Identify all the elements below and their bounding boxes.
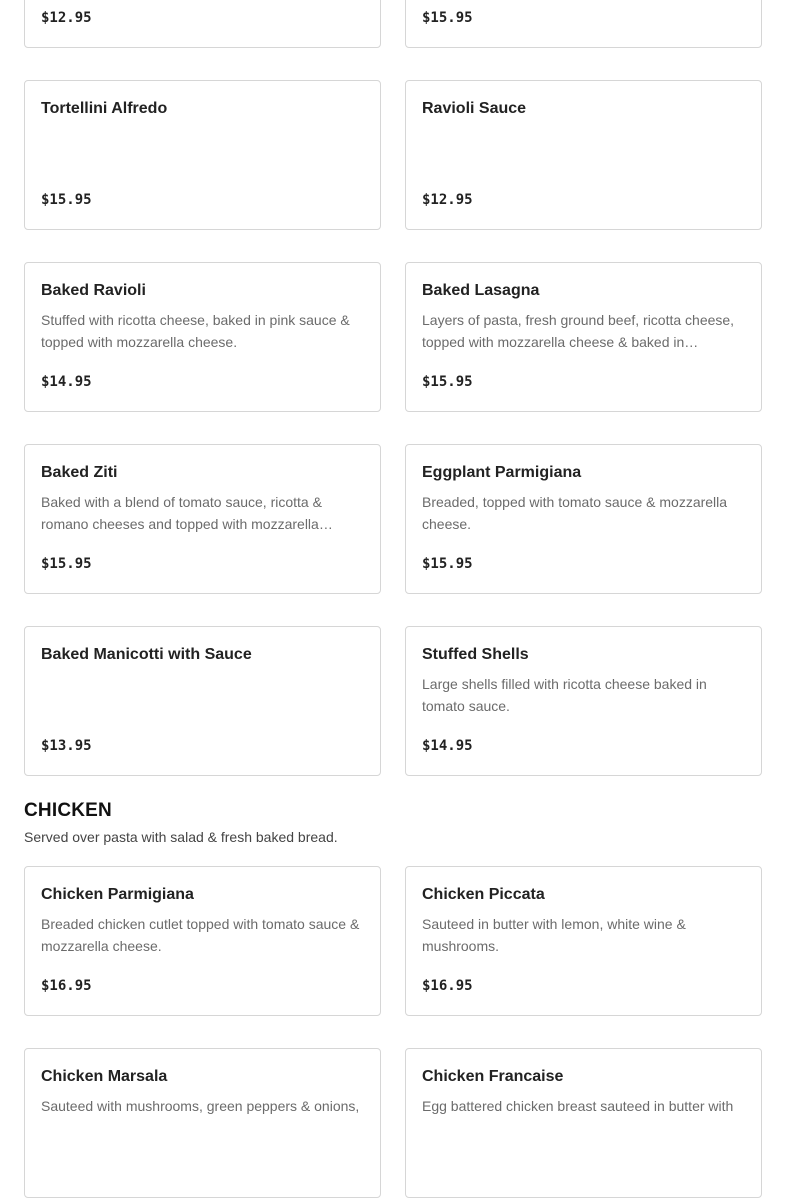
item-price: $15.95 [41, 556, 92, 572]
item-price: $15.95 [41, 192, 92, 208]
item-price: $15.95 [422, 374, 473, 390]
item-name: Chicken Parmigiana [41, 886, 194, 903]
section-title: CHICKEN [24, 800, 112, 821]
menu-item-card[interactable] [24, 1048, 381, 1198]
menu-item-card[interactable] [24, 262, 381, 412]
item-name: Eggplant Parmigiana [422, 464, 582, 481]
item-price: $15.95 [422, 556, 473, 572]
menu-item-card[interactable] [24, 80, 381, 230]
menu-item-card[interactable] [405, 444, 762, 594]
item-name: Ravioli Sauce [422, 100, 527, 117]
item-description: Stuffed with ricotta cheese, baked in pink sauce & topped with mozzarella cheese. [41, 312, 350, 350]
item-description: Sauteed with mushrooms, green peppers & onions, [41, 1098, 360, 1114]
menu-item-card[interactable] [24, 626, 381, 776]
item-price: $16.95 [41, 978, 92, 994]
item-name: Baked Ravioli [41, 282, 146, 299]
item-name: Baked Lasagna [422, 282, 540, 299]
menu-item-card[interactable] [24, 0, 381, 48]
item-name: Chicken Francaise [422, 1068, 564, 1085]
menu-item-card[interactable] [405, 262, 762, 412]
item-price: $12.95 [422, 192, 473, 208]
item-description: Egg battered chicken breast sauteed in butter with [422, 1098, 734, 1114]
item-price: $14.95 [41, 374, 92, 390]
menu-item-card[interactable] [24, 866, 381, 1016]
menu-item-card[interactable] [405, 80, 762, 230]
item-name: Tortellini Alfredo [41, 100, 168, 117]
item-description: Baked with a blend of tomato sauce, ricotta & romano cheeses and topped with mozzarella… [41, 494, 333, 532]
item-description: Sauteed in butter with lemon, white wine & mushrooms. [422, 916, 686, 954]
item-name: Stuffed Shells [422, 646, 529, 663]
menu-item-card[interactable] [405, 0, 762, 48]
item-name: Chicken Piccata [422, 886, 545, 903]
menu-item-card[interactable] [405, 866, 762, 1016]
item-price: $13.95 [41, 738, 92, 754]
item-name: Baked Ziti [41, 464, 118, 481]
menu-item-card[interactable] [405, 626, 762, 776]
item-price: $14.95 [422, 738, 473, 754]
item-description: Large shells filled with ricotta cheese baked in tomato sauce. [422, 676, 707, 714]
menu-item-card[interactable] [405, 1048, 762, 1198]
item-name: Chicken Marsala [41, 1068, 168, 1085]
item-description: Breaded chicken cutlet topped with tomato sauce & mozzarella cheese. [41, 916, 360, 954]
item-description: Layers of pasta, fresh ground beef, ricotta cheese, topped with mozzarella cheese & baked in… [422, 312, 735, 350]
item-price: $15.95 [422, 10, 473, 26]
item-price: $16.95 [422, 978, 473, 994]
menu-item-card[interactable] [24, 444, 381, 594]
section-subtitle: Served over pasta with salad & fresh baked bread. [24, 829, 338, 845]
item-price: $12.95 [41, 10, 92, 26]
item-name: Baked Manicotti with Sauce [41, 646, 252, 663]
item-description: Breaded, topped with tomato sauce & mozzarella cheese. [422, 494, 728, 532]
